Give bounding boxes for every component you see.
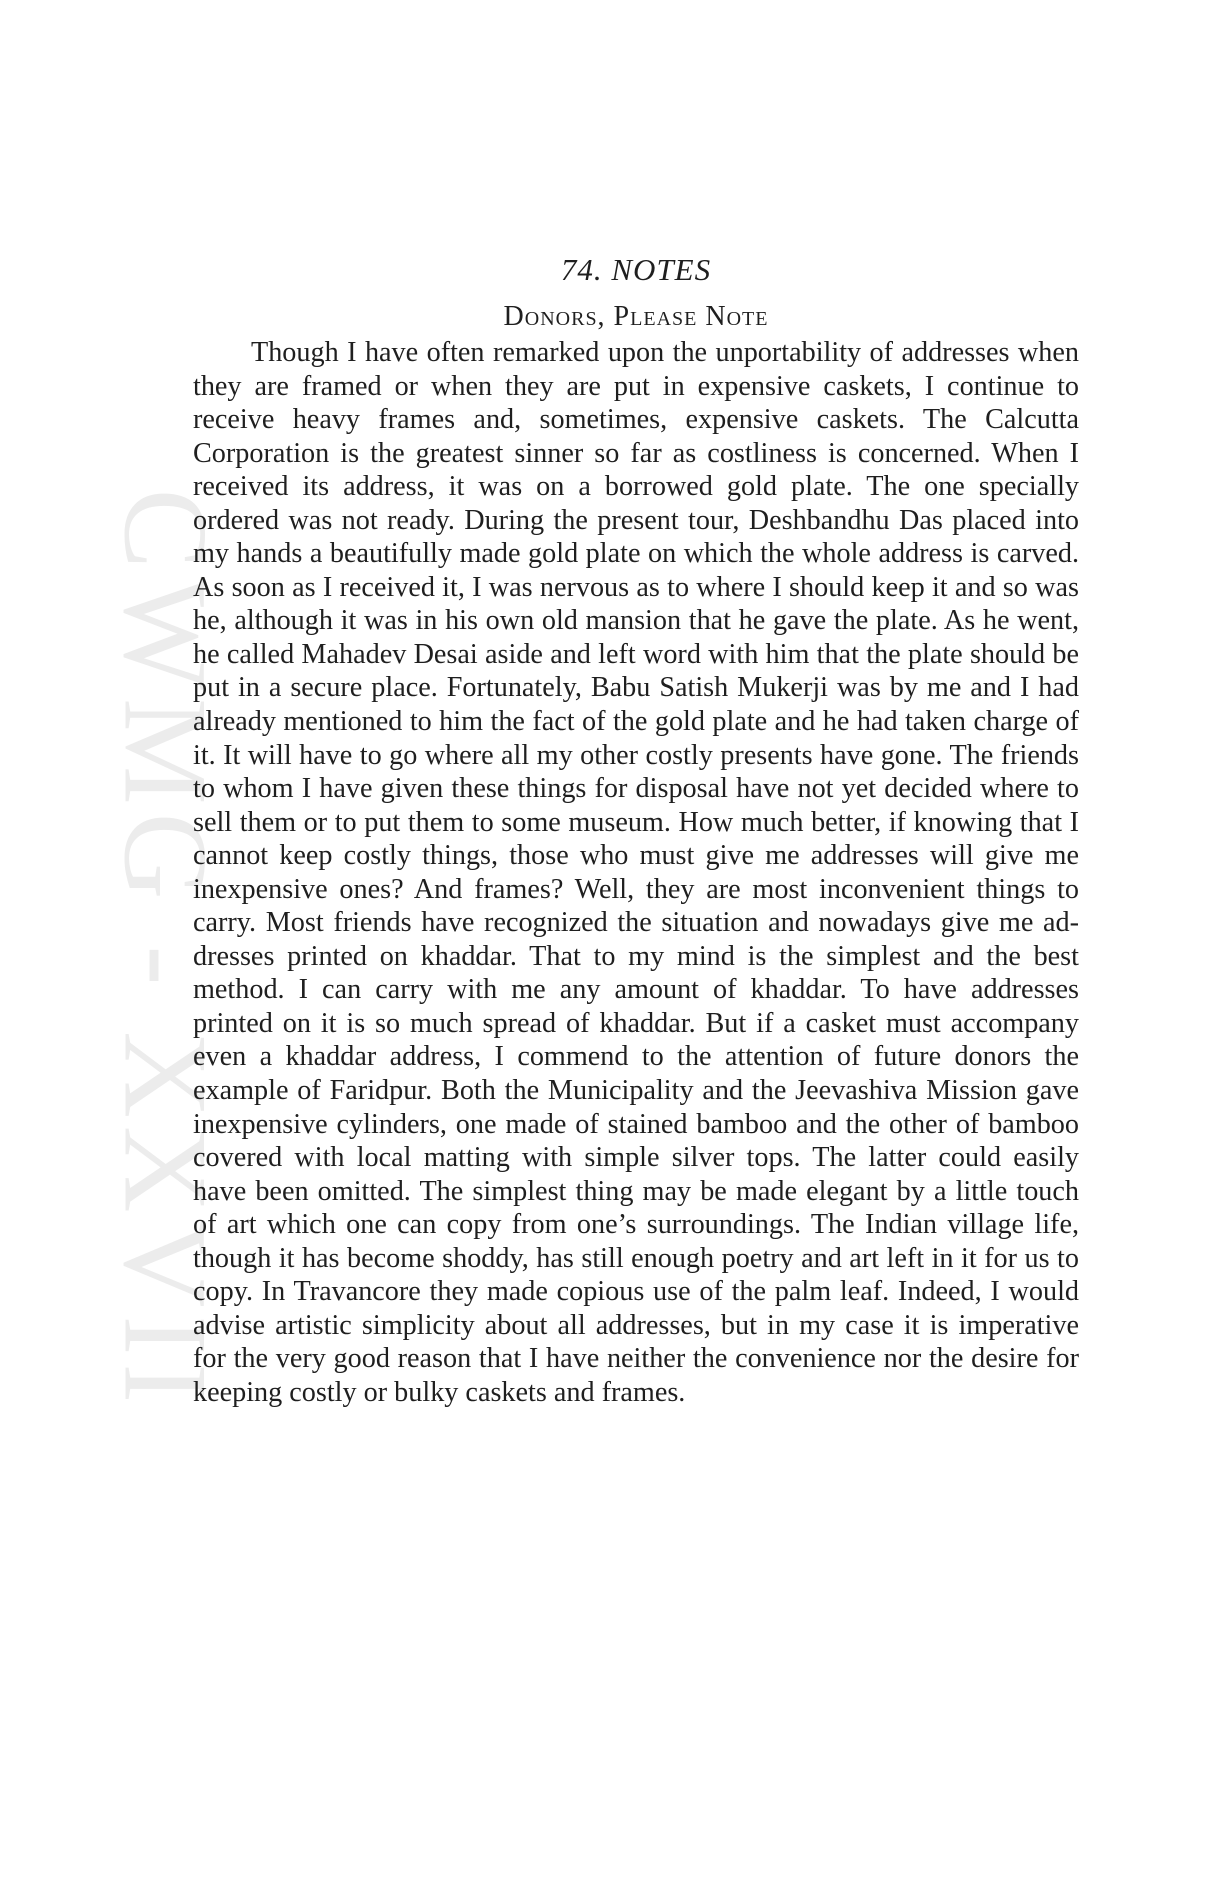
page-title: 74. NOTES xyxy=(560,252,712,287)
section-heading: Donors, Please Note xyxy=(503,301,769,332)
watermark-text: CWMG - XXVII xyxy=(99,488,233,1412)
page-content xyxy=(193,250,1079,1410)
body-paragraph: Though I have often remarked upon the unportability of addresses when they are framed or when they are put in expensive caskets, I continue to receive heavy frames and, sometimes, expensive caskets. The Calcutta Corporation is the greatest sinner so far as costliness is concerned. When I received its address, it was on a borrowed gold plate. The one specially ordered was not ready. During the present tour, Deshbandhu Das placed into my hands a beautifully made gold plate on which the whole address is carved. As soon as I received it, I was nervous as to where I should keep it and so was he, although it was in his own old mansion that he gave the plate. As he went, he called Mahadev Desai aside and left word with him that the plate should be put in a secure place. Fortunately, Babu Satish Mukerji was by me and I had already mentioned to him the fact of the gold plate and he had taken charge of it. It will have to go where all my other costly presents have gone. The friends to whom I have given these things for disposal have not yet decided where to sell them or to put them to some museum. How much better, if knowing that I cannot keep costly things, those who must give me addresses will give me inexpensive ones? And frames? Well, they are most inconvenient things to carry. Most friends have recognized the situation and nowadays give me addresses printed on khaddar. That to my mind is the simplest and the best method. I can carry with me any amount of khaddar. To have addresses printed on it is so much spread of khaddar. But if a casket must accompany even a khaddar address, I commend to the attention of future donors the example of Faridpur. Both the Municipality and the Jeevashiva Mission gave inexpensive cylinders, one made of stained bamboo and the other of bamboo covered with local matting with simple silver tops. The latter could easily have been omitted. The simplest thing may be made elegant by a little touch of art which one can copy from one’s surroundings. The Indian village life, though it has become shoddy, has still enough poetry and art left in it for us to copy. In Travancore they made copious use of the palm leaf. Indeed, I would advise artistic simplicity about all addresses, but in my case it is imperative for the very good reason that I have neither the convenience nor the desire for keeping costly or bulky caskets and frames. xyxy=(193,337,1079,1408)
